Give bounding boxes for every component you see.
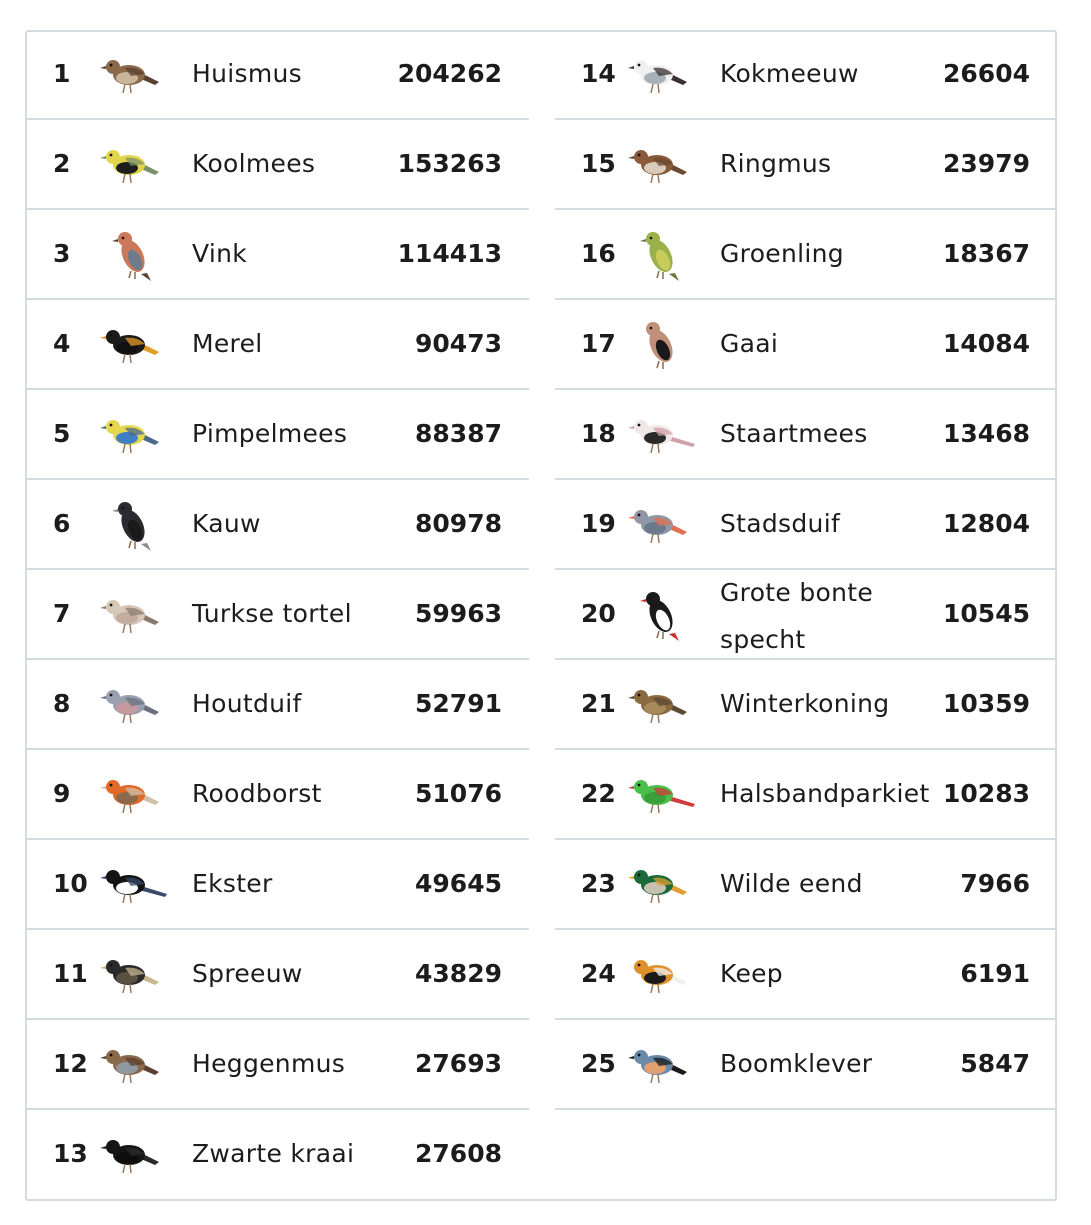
great-spotted-woodpecker-icon [625,586,695,642]
bird-name: Winterkoning [720,689,890,718]
sighting-count: 27608 [415,1139,502,1168]
sighting-count: 26604 [943,59,1030,88]
bird-name: Wilde eend [720,869,863,898]
bird-name: Grote bonte specht [720,578,874,654]
ranking-row [555,930,1057,1020]
ranking-row [555,30,1057,120]
ranking-row [555,840,1057,930]
sighting-count: 7966 [960,869,1030,898]
ranking-row [27,30,529,120]
sighting-count: 88387 [415,419,502,448]
rank-number: 3 [53,239,71,268]
ranking-row [555,480,1057,570]
ranking-row [555,570,1057,660]
bird-name: Boomklever [720,1049,873,1078]
wood-pigeon-icon [97,676,167,732]
bird-name: Merel [192,329,263,358]
ranking-row [555,300,1057,390]
rank-number: 11 [53,959,88,988]
sighting-count: 5847 [960,1049,1030,1078]
ranking-column-right [555,30,1057,1110]
bird-name: Spreeuw [192,959,303,988]
chaffinch-icon [97,226,167,282]
bird-name: Vink [192,239,248,268]
sighting-count: 59963 [415,599,502,628]
nuthatch-icon [625,1036,695,1092]
ranking-row [27,660,529,750]
ranking-row [27,840,529,930]
sighting-count: 18367 [943,239,1030,268]
collared-dove-icon [97,586,167,642]
sighting-count: 153263 [397,149,502,178]
sighting-count: 10545 [943,599,1030,628]
carrion-crow-icon [97,1126,167,1182]
greenfinch-icon [625,226,695,282]
sighting-count: 10359 [943,689,1030,718]
rank-number: 10 [53,869,88,898]
sighting-count: 204262 [397,59,502,88]
rank-number: 24 [581,959,616,988]
ranking-row [555,120,1057,210]
bird-name: Koolmees [192,149,316,178]
bird-name: Stadsduif [720,509,841,538]
rank-number: 23 [581,869,616,898]
bird-name: Turkse tortel [192,599,352,628]
rank-number: 4 [53,329,71,358]
ranking-row [555,750,1057,840]
ranking-row [27,930,529,1020]
bird-name: Keep [720,959,783,988]
bird-name: Halsbandparkiet [720,779,930,808]
blue-tit-icon [97,406,167,462]
sighting-count: 27693 [415,1049,502,1078]
long-tailed-tit-icon [625,406,695,462]
sighting-count: 43829 [415,959,502,988]
rank-number: 14 [581,59,616,88]
bird-name: Kauw [192,509,261,538]
sighting-count: 80978 [415,509,502,538]
rank-number: 25 [581,1049,616,1078]
rank-number: 5 [53,419,71,448]
jay-icon [625,316,695,372]
bird-name: Gaai [720,329,779,358]
ranking-column-left [27,30,529,1198]
sighting-count: 23979 [943,149,1030,178]
rank-number: 13 [53,1139,88,1168]
rank-number: 7 [53,599,71,628]
jackdaw-icon [97,496,167,552]
ranking-row [27,480,529,570]
bird-name: Groenling [720,239,844,268]
rose-ringed-parakeet-icon [625,766,695,822]
sighting-count: 10283 [943,779,1030,808]
rank-number: 21 [581,689,616,718]
bird-name: Houtduif [192,689,302,718]
bird-name: Ringmus [720,149,832,178]
rank-number: 17 [581,329,616,358]
feral-pigeon-icon [625,496,695,552]
sighting-count: 51076 [415,779,502,808]
tree-sparrow-icon [625,136,695,192]
bird-name: Heggenmus [192,1049,346,1078]
wren-icon [625,676,695,732]
rank-number: 15 [581,149,616,178]
ranking-row [27,120,529,210]
ranking-row [27,570,529,660]
mallard-icon [625,856,695,912]
rank-number: 1 [53,59,71,88]
dunnock-icon [97,1036,167,1092]
rank-number: 9 [53,779,71,808]
brambling-icon [625,946,695,1002]
ranking-row [27,750,529,840]
sighting-count: 14084 [943,329,1030,358]
sighting-count: 90473 [415,329,502,358]
sighting-count: 13468 [943,419,1030,448]
rank-number: 6 [53,509,71,538]
sighting-count: 114413 [397,239,502,268]
ranking-row [27,1020,529,1110]
bird-name: Huismus [192,59,302,88]
rank-number: 18 [581,419,616,448]
ranking-row [27,210,529,300]
black-headed-gull-icon [625,46,695,102]
rank-number: 12 [53,1049,88,1078]
rank-number: 8 [53,689,71,718]
bird-name: Ekster [192,869,273,898]
rank-number: 20 [581,599,616,628]
starling-icon [97,946,167,1002]
bird-name: Zwarte kraai [192,1139,355,1168]
ranking-row [555,660,1057,750]
magpie-icon [97,856,167,912]
ranking-row [555,390,1057,480]
ranking-row [27,390,529,480]
bird-name: Roodborst [192,779,322,808]
house-sparrow-icon [97,46,167,102]
ranking-row [27,1110,529,1198]
sighting-count: 52791 [415,689,502,718]
ranking-row [555,1020,1057,1110]
sighting-count: 6191 [960,959,1030,988]
rank-number: 16 [581,239,616,268]
sighting-count: 49645 [415,869,502,898]
sighting-count: 12804 [943,509,1030,538]
bird-name: Staartmees [720,419,868,448]
blackbird-icon [97,316,167,372]
robin-icon [97,766,167,822]
rank-number: 2 [53,149,71,178]
rank-number: 22 [581,779,616,808]
ranking-row [555,210,1057,300]
great-tit-icon [97,136,167,192]
rank-number: 19 [581,509,616,538]
ranking-row [27,300,529,390]
bird-name: Kokmeeuw [720,59,859,88]
bird-name: Pimpelmees [192,419,348,448]
